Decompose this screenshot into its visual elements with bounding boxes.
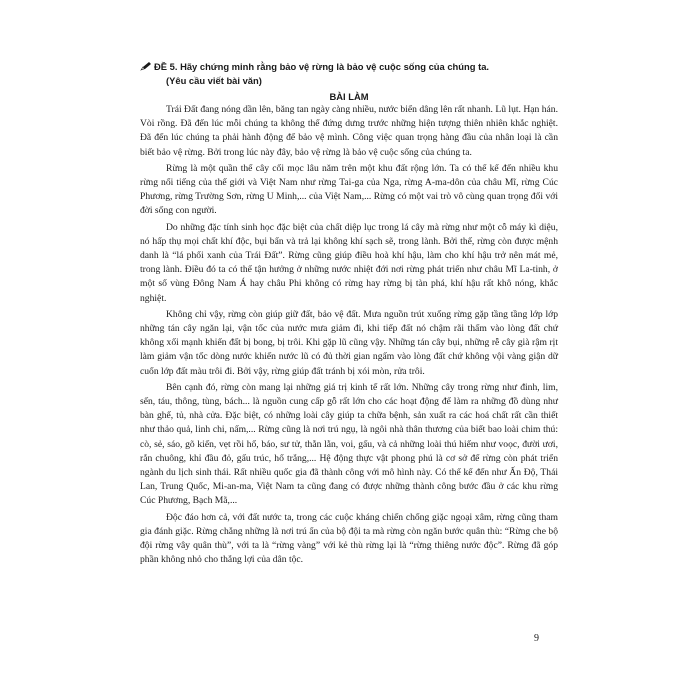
document-page <box>140 60 558 660</box>
paragraph-5: Bên cạnh đó, rừng còn mang lại những giá trị kinh tế rất lớn. Những cây trong rừng như đinh, lim, sến, táu, thông, tùng, bách... là nguồn cung cấp gỗ rất lớn cho các hoạt động để làm ra những đồ dùng như bàn ghế, tủ, nhà cửa. Đặc biệt, có những loài cây giúp ta chữa bệnh, sản xuất ra các hoá chất rất cần thiết như thảo quả, linh chi, nấm,... Rừng cũng là nơi trú ngụ, là ngôi nhà thân thương của biết bao loài chim thú: cò, sẻ, sáo, gõ kiến, vẹt rồi hổ, báo, sư tử, thằn lằn, voi, gấu, và cả những loài thú hiếm như voọc, đười ươi, rắn chuông, khỉ đầu đỏ, gấu trúc, hổ trắng,... Hệ động thực vật phong phú là cơ sở để rừng còn phát triển ngành du lịch sinh thái. Rất nhiều quốc gia đã thành công với mô hình này. Có thể kể đến như Ấn Độ, Thái Lan, Trung Quốc, Mi-an-ma, Việt Nam ta cũng đang có được những thành công bước đầu ở các khu rừng Cúc Phương, Bạch Mã,... <box>140 381 558 507</box>
exercise-requirement: (Yêu cầu viết bài văn) <box>166 75 262 86</box>
paragraph-1: Trái Đất đang nóng dần lên, băng tan ngày càng nhiều, nước biển dâng lên rất nhanh. Lũ lụt. Hạn hán. Vòi rồng. Đã đến lúc mỗi chúng ta không thể đứng dưng trước những hiện tượng thiên nhiên khắc nghiệt. Đã đến lúc chúng ta phải hành động để bảo vệ mình. Công việc quan trọng hàng đầu của nhân loại là cần biết bảo vệ rừng. Bởi trong lúc này đây, bảo vệ rừng là bảo vệ cuộc sống của chúng ta. <box>140 104 558 158</box>
paragraph-6: Độc đáo hơn cả, với đất nước ta, trong các cuộc kháng chiến chống giặc ngoại xâm, rừng cũng tham gia đánh giặc. Rừng chẳng những là nơi trú ẩn của bộ đội ta mà rừng còn ngăn bước quân thù: “Rừng che bộ đội rừng vây quân thù”, với ta là “rừng vàng” với kẻ thù rừng lại là “rừng thiêng nước độc”. Rừng đã góp phần không nhỏ cho thắng lợi của dân tộc. <box>140 511 558 566</box>
paragraph-4: Không chỉ vậy, rừng còn giúp giữ đất, bảo vệ đất. Mưa nguồn trút xuống rừng gặp tầng tầng lớp lớp những tán cây ngăn lại, vận tốc của nước mưa giảm đi, khi tiếp đất nó chậm rãi thấm vào lòng đất chứ không xối mạnh khiến đất bị bong, bị trôi. Khi gặp lũ cũng vậy. Những tán cây bụi, những rễ cây già rậm rịt làm giảm vận tốc dòng nước khiến nước lũ có đủ thời gian ngấm vào lòng đất chứ không vội vàng giận dữ cuốn lớp đất màu trôi đi. Bởi vậy, rừng giúp đất tránh bị xói mòn, rửa trôi. <box>140 308 558 377</box>
exercise-heading <box>140 60 558 74</box>
answer-title: BÀI LÀM <box>329 91 369 102</box>
paragraph-2: Rừng là một quần thể cây cối mọc lâu năm trên một khu đất rộng lớn. Ta có thể kể đến nhiều khu rừng nổi tiếng của thế giới và Việt Nam như rừng Tai-ga của Nga, rừng A-ma-dôn của châu Mĩ, rừng Cúc Phương, rừng Trường Sơn, rừng U Minh,... của Việt Nam,... Rừng có một vai trò vô cùng quan trọng đối với đời sống con người. <box>140 162 558 217</box>
page-number: 9 <box>534 633 539 644</box>
exercise-label: ĐỀ 5. <box>154 61 178 72</box>
pen-icon <box>140 61 152 71</box>
exercise-prompt: Hãy chứng minh rằng bảo vệ rừng là bảo vệ cuộc sống của chúng ta. <box>180 61 490 72</box>
paragraph-3: Do những đặc tính sinh học đặc biệt của chất diệp lục trong lá cây mà rừng như một cỗ máy kì diệu, nó hấp thụ mọi chất khí độc, bụi bẩn và trả lại không khí sạch sẽ, trong lành. Bởi thế, rừng còn được mệnh danh là “lá phổi xanh của Trái Đất”. Rừng cũng giúp điều hoà khí hậu, làm cho khí hậu trở nên mát mẻ, trong lành. Điều đó ta có thể tận hưởng ở những nước nhiệt đới nơi rừng phát triển như châu Mĩ La-tinh, ở một số vùng Đông Nam Á hay châu Phi không có rừng hay rừng bị tàn phá, khí hậu rất khô nóng, khắc nghiệt. <box>140 221 558 304</box>
